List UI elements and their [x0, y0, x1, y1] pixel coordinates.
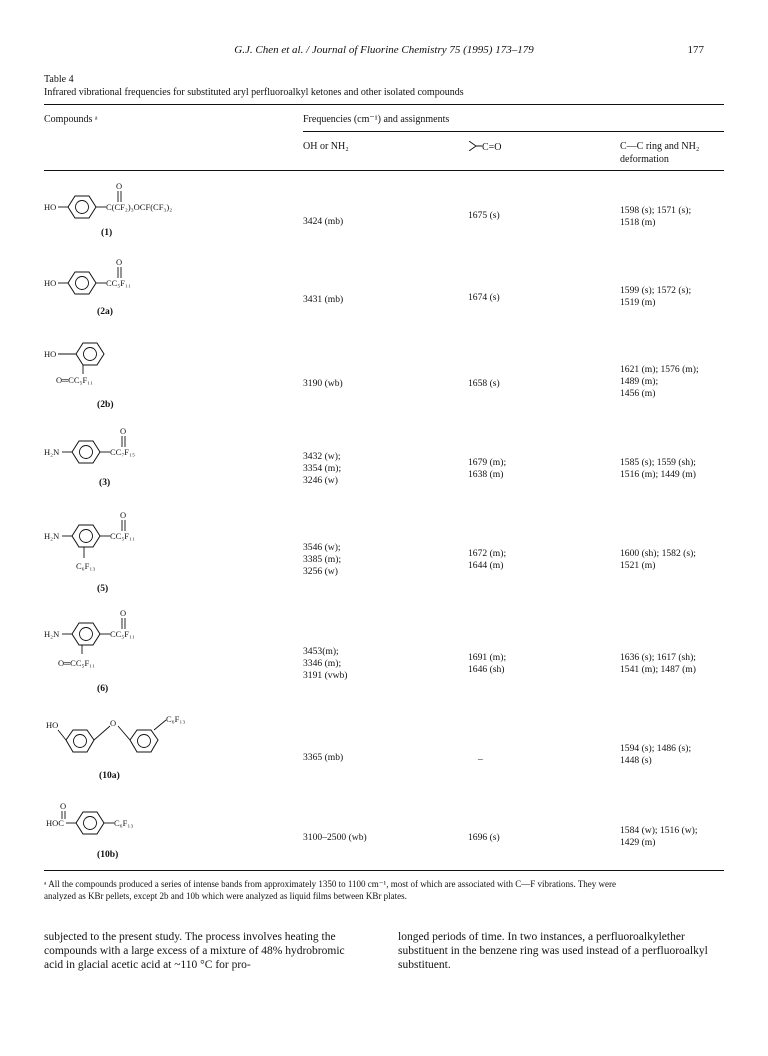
header-subrule: [303, 131, 724, 132]
footnote-line: analyzed as KBr pellets, except 2b and 10b which were analyzed as liquid films between KBr plates.: [44, 891, 407, 901]
running-head: G.J. Chen et al. / Journal of Fluorine Chemistry 75 (1995) 173–179: [234, 44, 534, 56]
svg-text:O═CC₅F₁₁: O═CC₅F₁₁: [58, 658, 96, 668]
structure-1: [44, 180, 244, 230]
svg-text:O: O: [110, 718, 117, 728]
svg-text:O: O: [116, 257, 123, 267]
structure-6: [44, 610, 244, 677]
svg-text:O: O: [120, 510, 127, 520]
compound-id: (5): [97, 583, 109, 594]
svg-text:O: O: [116, 181, 123, 191]
svg-text:C(CF₂)₃OCF(CF₃)₂: C(CF₂)₃OCF(CF₃)₂: [106, 202, 173, 212]
compound-id: (10a): [99, 770, 120, 781]
structure-10a: [44, 712, 244, 773]
body-text-right: longed periods of time. In two instances, a perfluoroalkylether substituent in the benzene ring was used instead of a perfluoroalkyl substituent.: [398, 931, 708, 972]
cell-co: –: [478, 754, 483, 765]
cell-co: 1675 (s): [468, 210, 500, 221]
svg-text:CC₅F₁₁: CC₅F₁₁: [106, 278, 131, 288]
svg-text:H₂N: H₂N: [44, 531, 60, 541]
svg-text:C₆F₁₃: C₆F₁₃: [114, 818, 134, 828]
compound-id: (1): [101, 227, 113, 238]
svg-text:HO: HO: [44, 202, 57, 212]
cell-ring: 1585 (s); 1559 (sh); 1516 (m); 1449 (m): [620, 457, 696, 480]
cell-ring: 1600 (sh); 1582 (s); 1521 (m): [620, 548, 696, 571]
compound-id: (2b): [97, 399, 114, 410]
compound-id: (10b): [97, 849, 119, 860]
cell-oh: 3431 (mb): [303, 294, 344, 305]
structure-2b: [44, 342, 244, 395]
header-oh-nh2: OH or NH₂: [303, 141, 349, 152]
table-footnote: [44, 878, 724, 902]
svg-text:H₂N: H₂N: [44, 447, 60, 457]
cell-oh: 3100–2500 (wb): [303, 832, 367, 843]
cell-ring: 1598 (s); 1571 (s); 1518 (m): [620, 205, 692, 228]
table-label: Table 4: [44, 74, 74, 85]
cell-co: 1674 (s): [468, 292, 500, 303]
header-ring-line1: C—C ring and NH₂: [620, 141, 700, 152]
cell-ring: 1621 (m); 1576 (m); 1489 (m); 1456 (m): [620, 364, 699, 399]
svg-text:O: O: [120, 608, 127, 618]
svg-text:H₂N: H₂N: [44, 629, 60, 639]
cell-oh: 3424 (mb): [303, 216, 344, 227]
header-carbonyl-label: C=O: [482, 142, 502, 153]
compound-id: (3): [99, 477, 111, 488]
svg-text:HO: HO: [44, 349, 57, 359]
table-bottom-rule: [44, 870, 724, 871]
svg-text:C₆F₁₃: C₆F₁₃: [76, 561, 96, 571]
svg-text:O: O: [120, 426, 127, 436]
cell-ring: 1584 (w); 1516 (w); 1429 (m): [620, 825, 698, 848]
header-frequencies: Frequencies (cm⁻¹) and assignments: [303, 114, 450, 125]
cell-oh: 3365 (mb): [303, 752, 344, 763]
cell-ring: 1594 (s); 1486 (s); 1448 (s): [620, 743, 692, 766]
cell-co: 1679 (m); 1638 (m): [468, 457, 507, 480]
cell-ring: 1636 (s); 1617 (sh); 1541 (m); 1487 (m): [620, 652, 696, 675]
svg-text:CC₅F₁₁: CC₅F₁₁: [110, 629, 135, 639]
cell-co: 1658 (s): [468, 378, 500, 389]
svg-text:CC₅F₁₁: CC₅F₁₁: [110, 531, 135, 541]
structure-3: [44, 428, 244, 478]
structure-5: [44, 512, 244, 579]
compound-id: (2a): [97, 306, 113, 317]
compound-id: (6): [97, 683, 109, 694]
cell-co: 1691 (m); 1646 (sh): [468, 652, 507, 675]
svg-text:HO: HO: [46, 720, 59, 730]
body-text-left: subjected to the present study. The process involves heating the compounds with a large excess of a mixture of 48% hydrobromic acid in glacial acetic acid at ~110 °C for pro-: [44, 931, 345, 972]
cell-oh: 3190 (wb): [303, 378, 343, 389]
cell-ring: 1599 (s); 1572 (s); 1519 (m): [620, 285, 692, 308]
header-bottom-rule: [44, 170, 724, 171]
structure-10b: [44, 802, 244, 852]
svg-text:O═CC₅F₁₁: O═CC₅F₁₁: [56, 375, 94, 385]
svg-text:O: O: [60, 801, 67, 811]
header-compounds: Compounds ᵃ: [44, 114, 98, 125]
svg-text:HO: HO: [44, 278, 57, 288]
carbonyl-bond-icon: [468, 141, 482, 151]
page-number: 177: [687, 44, 704, 56]
cell-co: 1672 (m); 1644 (m): [468, 548, 507, 571]
cell-oh: 3432 (w); 3354 (m); 3246 (w): [303, 451, 342, 486]
table-caption: Infrared vibrational frequencies for substituted aryl perfluoroalkyl ketones and other isolated compounds: [44, 87, 464, 98]
svg-text:HOC: HOC: [46, 818, 64, 828]
footnote-line: ᵃ All the compounds produced a series of intense bands from approximately 1350 to 1100 cm⁻¹, most of which are associated with C—F vibrations. They were: [44, 879, 617, 889]
header-ring-line2: deformation: [620, 154, 669, 165]
svg-text:C₆F₁₃: C₆F₁₃: [166, 714, 186, 724]
cell-oh: 3453(m); 3346 (m); 3191 (vwb): [303, 646, 348, 681]
svg-text:CC₇F₁₅: CC₇F₁₅: [110, 447, 135, 457]
structure-2a: [44, 258, 244, 308]
table-top-rule: [44, 104, 724, 105]
header-carbonyl: [468, 141, 502, 153]
cell-co: 1696 (s): [468, 832, 500, 843]
cell-oh: 3546 (w); 3385 (m); 3256 (w): [303, 542, 342, 577]
